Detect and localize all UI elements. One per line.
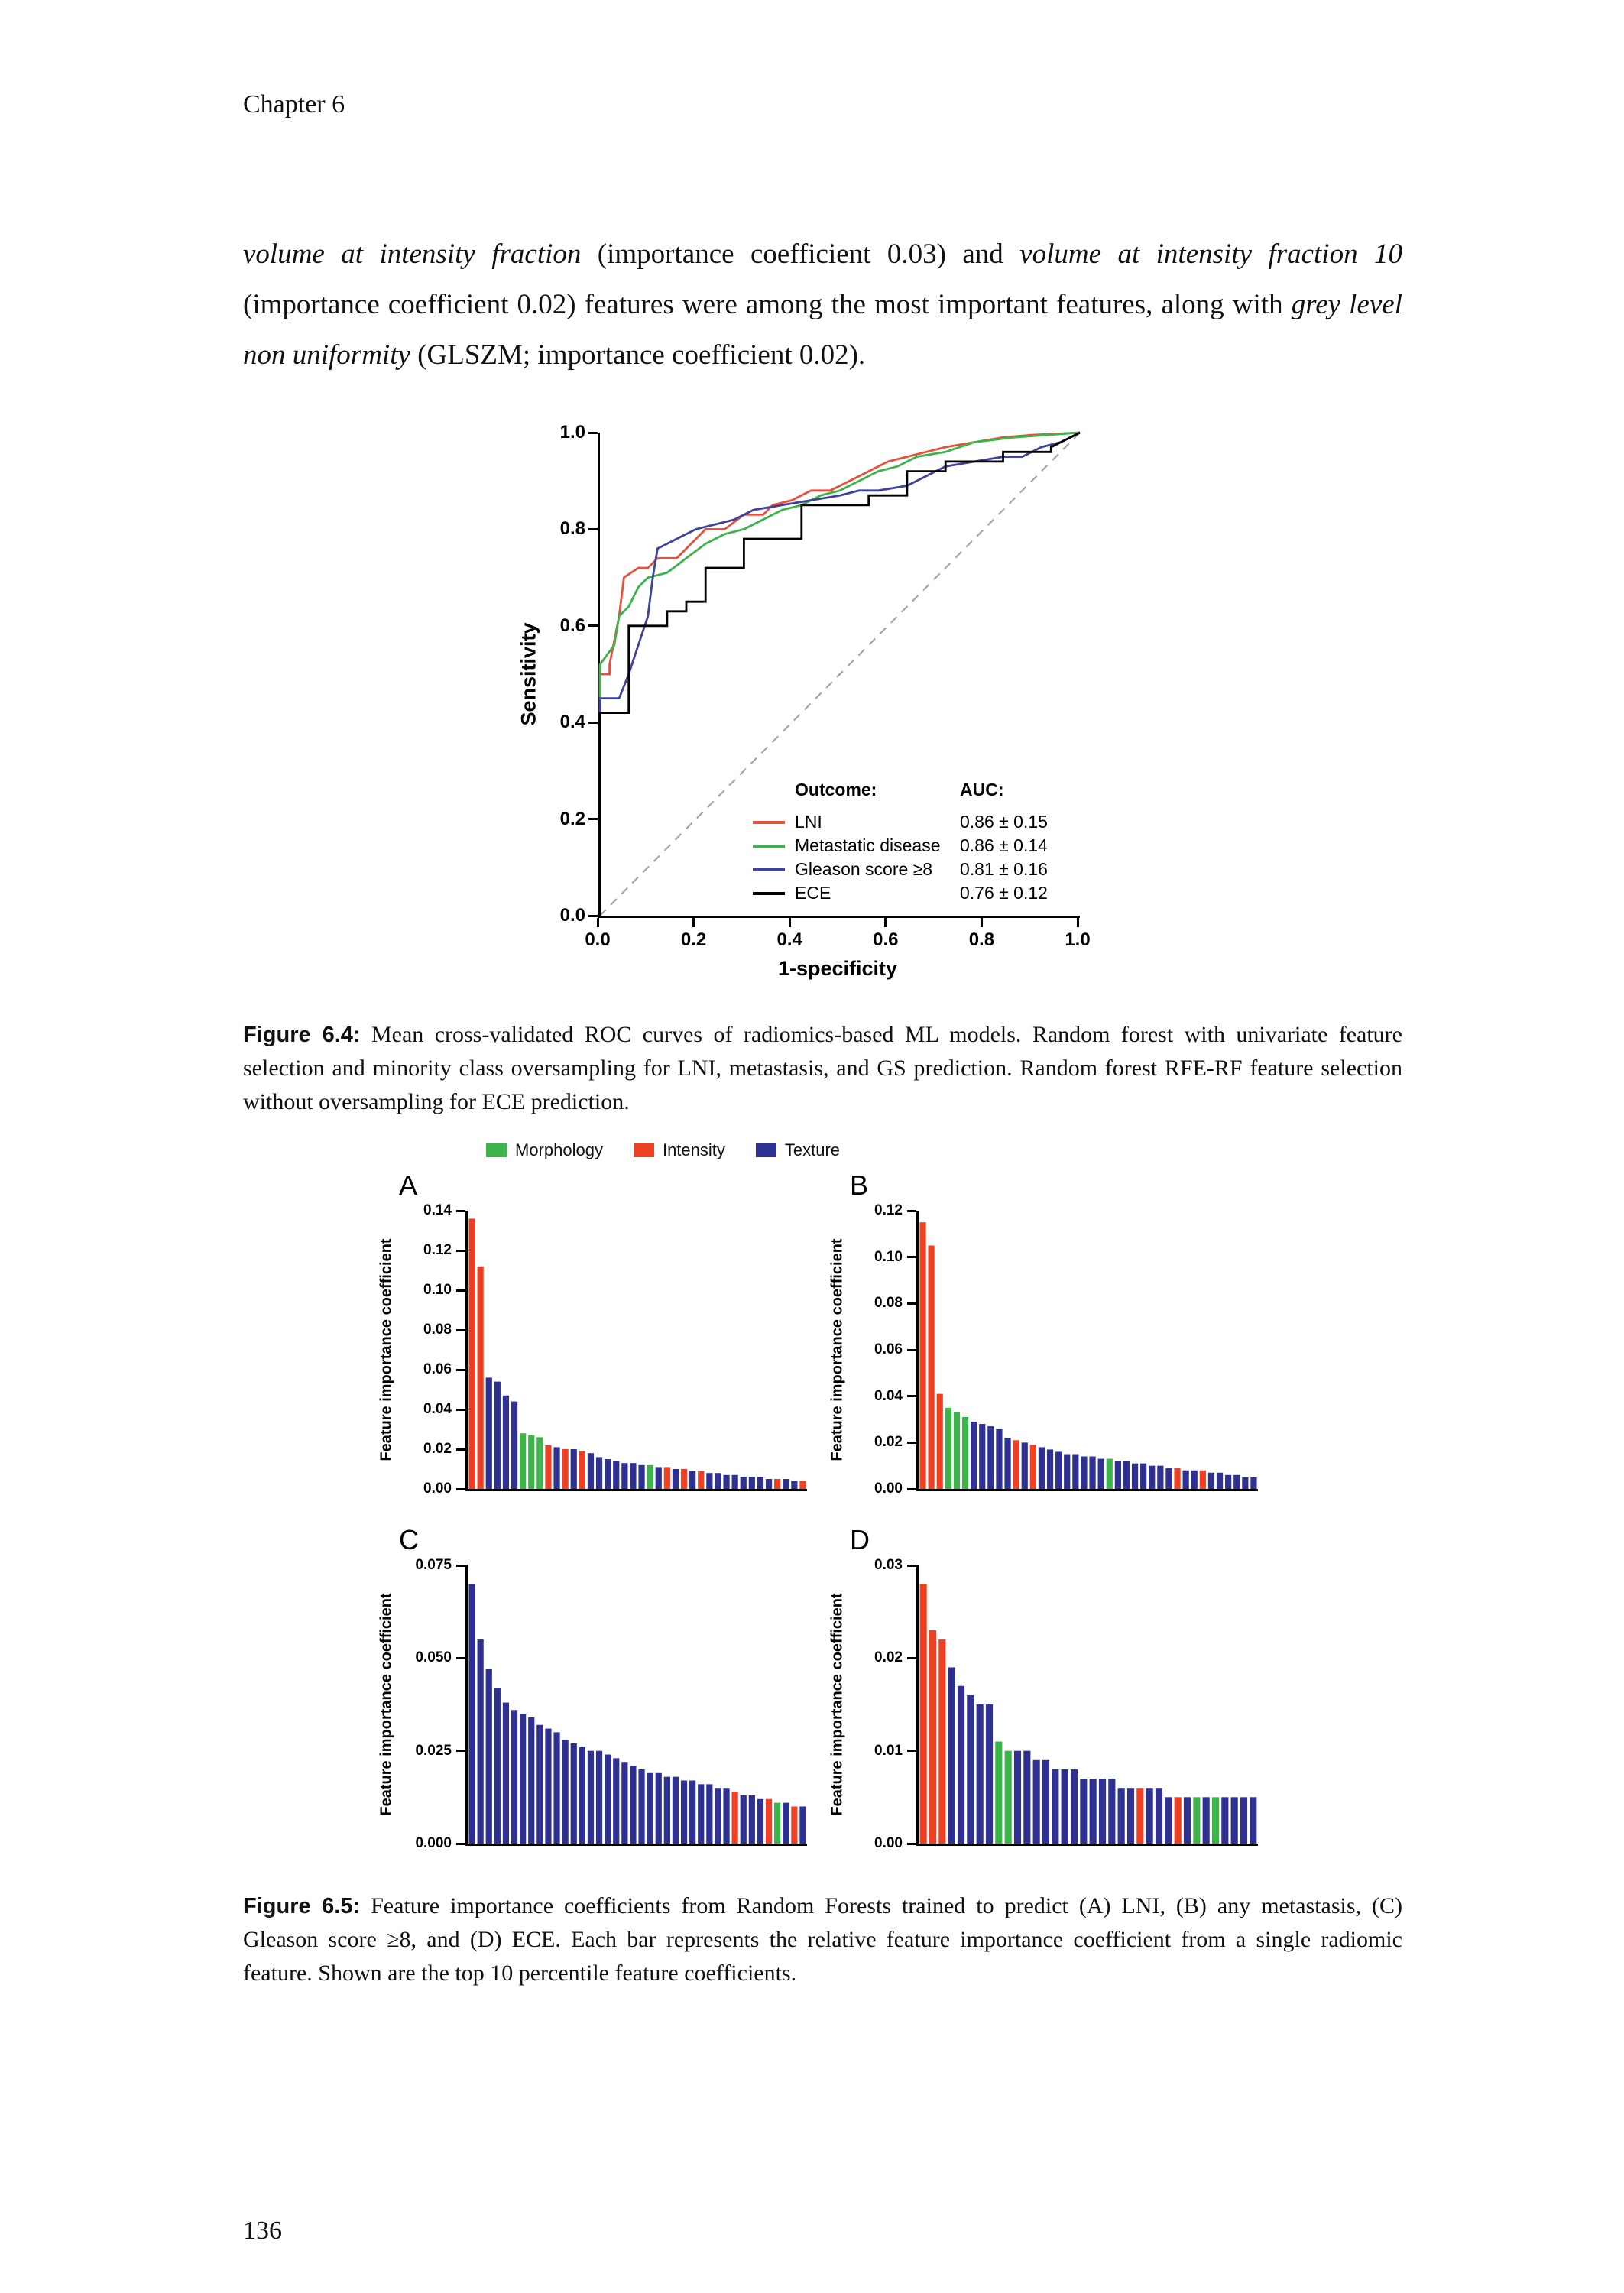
panel-d-y-tick-label: 0.02 (874, 1649, 903, 1666)
panel-a-y-tick-label: 0.14 (423, 1202, 452, 1218)
panel-b-bar (987, 1426, 994, 1489)
panel-b-bar (1072, 1455, 1078, 1490)
panel-d-bar (958, 1686, 964, 1844)
panel-c-bar (706, 1784, 712, 1844)
panel-d-bar (986, 1704, 993, 1844)
panel-a-bar (783, 1479, 789, 1489)
panel-c-bar (511, 1710, 517, 1844)
panel-d-label: D (850, 1524, 870, 1555)
panel-a-bar (545, 1445, 551, 1489)
roc-x-tick (884, 918, 887, 927)
panel-b-bar (1183, 1471, 1189, 1489)
panel-a-label: A (399, 1169, 418, 1201)
roc-y-tick-label: 0.2 (559, 808, 585, 829)
panel-b-bar (929, 1246, 935, 1490)
bar-panel-b (802, 1169, 1276, 1518)
panel-a-bar (536, 1437, 543, 1489)
legend-label: Morphology (515, 1140, 603, 1159)
panel-c-bar (723, 1788, 729, 1844)
panel-a-y-tick-label: 0.04 (423, 1401, 452, 1417)
panel-a-bar (520, 1433, 526, 1489)
panel-c-bar (503, 1703, 509, 1844)
figure-6-5-caption (243, 1889, 1402, 1990)
panel-b-bar (996, 1429, 1002, 1489)
roc-legend-auc (960, 778, 1048, 905)
roc-x-axis-label: 1-specificity (777, 957, 898, 980)
panel-b-y-tick (907, 1442, 916, 1444)
panel-d-bar (1005, 1751, 1012, 1844)
panel-c-bar (757, 1799, 763, 1844)
panel-c-bar (656, 1773, 662, 1844)
auc-title: AUC: (960, 780, 1004, 799)
panel-b-bar (1217, 1473, 1223, 1489)
gleason-line-swatch (753, 868, 785, 871)
legend-entry-intensity (634, 1140, 725, 1160)
panel-c-bar (638, 1769, 644, 1844)
panel-d-y-tick (907, 1843, 916, 1845)
panel-a-bar (791, 1481, 797, 1489)
panel-a-bar (468, 1218, 475, 1489)
morphology-swatch (486, 1143, 507, 1157)
panel-b-bar (971, 1422, 977, 1489)
legend-entry-gleason (753, 858, 940, 881)
roc-legend (753, 778, 1048, 905)
panel-d-bar (1250, 1797, 1256, 1844)
panel-b-bar (979, 1424, 985, 1489)
panel-b-bar (1225, 1475, 1231, 1489)
roc-y-tick (588, 432, 598, 434)
roc-y-tick (588, 528, 598, 530)
panel-a-bar (638, 1465, 644, 1489)
panel-a-bar (741, 1477, 747, 1489)
panel-c-bar (571, 1743, 577, 1844)
roc-x-tick-label: 1.0 (1065, 929, 1091, 950)
panel-a-bar (715, 1473, 721, 1489)
panel-d-bar (1184, 1797, 1191, 1844)
auc-value-ece: 0.76 ± 0.12 (960, 883, 1048, 903)
panel-a-y-tick (456, 1409, 465, 1411)
panel-d-bar (967, 1695, 974, 1844)
panel-c-bar (486, 1669, 492, 1844)
panel-c-y-tick (456, 1750, 465, 1752)
panel-c-bar (766, 1799, 772, 1844)
roc-x-tick-label: 0.2 (680, 929, 707, 950)
panel-d-bar (1062, 1769, 1068, 1844)
panel-a-bar (757, 1477, 763, 1489)
panel-c-bar (468, 1584, 475, 1844)
panel-d-y-tick (907, 1657, 916, 1659)
panel-b-bar (1030, 1445, 1036, 1489)
panel-b-bar (1022, 1442, 1028, 1489)
panel-c-bar (596, 1751, 602, 1844)
panel-a-bar (528, 1435, 534, 1489)
panel-d-bar (929, 1630, 936, 1844)
panel-a-bar (478, 1267, 484, 1489)
panel-d-bar (1146, 1788, 1153, 1844)
panel-c-bar (579, 1747, 585, 1844)
panel-b-bar (1233, 1475, 1240, 1489)
panel-b-bar (1089, 1457, 1095, 1489)
panel-d-plot-box (916, 1565, 1258, 1846)
panel-d-y-axis-label: Feature importance coefficient (828, 1593, 846, 1816)
italic-phrase: volume at intensity fraction 10 (1019, 238, 1402, 270)
panel-a-y-axis-label: Feature importance coefficient (378, 1238, 395, 1461)
roc-y-tick-label: 0.0 (559, 905, 585, 926)
roc-x-tick (692, 918, 695, 927)
panel-c-plot-area (468, 1565, 807, 1844)
panel-a-y-tick (456, 1210, 465, 1212)
panel-d-bar (1108, 1779, 1115, 1844)
roc-y-tick-label: 0.8 (559, 518, 585, 540)
panel-d-bar (1221, 1797, 1228, 1844)
panel-d-bar (1052, 1769, 1058, 1844)
panel-a-bar (511, 1402, 517, 1489)
italic-phrase: volume at intensity fraction (243, 238, 582, 270)
legend-entry-lni (753, 810, 940, 834)
panel-c-bar (605, 1755, 611, 1844)
panel-a-bar (723, 1475, 729, 1489)
panel-a-y-tick (456, 1289, 465, 1292)
panel-a-bar (774, 1479, 780, 1489)
panel-b-y-tick-label: 0.10 (874, 1248, 903, 1265)
panel-b-bar (1055, 1451, 1062, 1489)
panel-b-bar (937, 1394, 943, 1489)
auc-value-lni: 0.86 ± 0.15 (960, 812, 1048, 832)
panel-b-y-tick (907, 1256, 916, 1258)
panel-d-y-tick-label: 0.01 (874, 1742, 903, 1759)
panel-a-bar (732, 1475, 738, 1489)
panel-b-bar (1107, 1459, 1113, 1489)
panel-c-bar (791, 1806, 797, 1844)
panel-c-bar (664, 1777, 670, 1844)
texture-swatch (756, 1143, 776, 1157)
panel-a-y-tick (456, 1448, 465, 1451)
legend-entry-metastatic-disease (753, 834, 940, 858)
italic-phrase: grey level non uniformity (243, 289, 1402, 371)
panel-c-y-axis-label: Feature importance coefficient (378, 1593, 395, 1816)
roc-y-tick (588, 915, 598, 917)
panel-c-y-tick (456, 1565, 465, 1567)
bar-panel-c (352, 1524, 825, 1873)
panel-b-bar (1064, 1455, 1070, 1490)
roc-x-tick-label: 0.8 (968, 929, 995, 950)
panel-a-y-tick-label: 0.06 (423, 1361, 452, 1377)
panel-a-bar (605, 1459, 611, 1489)
legend-label: Intensity (662, 1140, 725, 1159)
panel-d-bar (1203, 1797, 1210, 1844)
roc-y-tick-label: 0.6 (559, 615, 585, 636)
panel-a-bar (673, 1469, 679, 1489)
panel-c-bar (741, 1795, 747, 1844)
panel-a-y-tick-label: 0.02 (423, 1441, 452, 1457)
legend-label: Gleason score ≥8 (795, 859, 933, 879)
panel-d-plot-area (919, 1565, 1258, 1844)
roc-x-tick-label: 0.0 (585, 929, 611, 950)
panel-d-bar (1014, 1751, 1021, 1844)
panel-b-y-tick (907, 1302, 916, 1305)
panel-a-y-tick (456, 1369, 465, 1371)
panel-d-y-tick (907, 1750, 916, 1752)
panel-b-bar (1208, 1473, 1214, 1489)
panel-b-bar (962, 1417, 968, 1489)
panel-d-bar (995, 1742, 1002, 1844)
auc-value-gleason: 0.81 ± 0.16 (960, 859, 1048, 879)
panel-c-y-tick-label: 0.050 (415, 1649, 452, 1666)
figure-6-5-label: Figure 6.5: (243, 1894, 361, 1918)
panel-a-bar (656, 1467, 662, 1489)
panel-b-plot-area (919, 1211, 1258, 1489)
roc-legend-title: Outcome: (795, 780, 877, 799)
legend-label: ECE (795, 883, 831, 903)
legend-label: Texture (784, 1140, 841, 1159)
panel-c-y-tick-label: 0.025 (415, 1742, 452, 1759)
panel-d-bar (1090, 1779, 1097, 1844)
panel-d-bar (1165, 1797, 1172, 1844)
panel-a-y-tick-label: 0.00 (423, 1481, 452, 1497)
panel-b-bar (1157, 1466, 1163, 1489)
panel-c-bar (673, 1777, 679, 1844)
panel-d-y-tick-label: 0.03 (874, 1557, 903, 1573)
panel-a-y-tick (456, 1488, 465, 1490)
body-text-segment: (importance coefficient 0.02) features were among the most important features, along with (243, 289, 1292, 320)
panel-a-bar (486, 1377, 492, 1489)
panel-b-bar (1191, 1471, 1198, 1489)
panel-b-bar (1174, 1468, 1180, 1489)
panel-b-bar (1081, 1457, 1087, 1489)
panel-c-plot-box (465, 1565, 807, 1846)
panel-a-bar (494, 1382, 501, 1489)
body-paragraph (243, 229, 1402, 381)
panel-b-bar (1242, 1477, 1248, 1489)
legend-label: Metastatic disease (795, 835, 941, 855)
metastatic-line-swatch (753, 845, 785, 848)
panel-a-bar (706, 1473, 712, 1489)
panel-c-bar (562, 1740, 569, 1844)
panel-a-bar (630, 1463, 636, 1489)
panel-c-bar (588, 1751, 594, 1844)
panel-b-y-tick-label: 0.06 (874, 1341, 903, 1357)
panel-b-bar (1132, 1464, 1138, 1489)
panel-a-bar (681, 1469, 687, 1489)
bar-panel-d (802, 1524, 1276, 1873)
panel-a-bar (664, 1467, 670, 1489)
panel-c-bar (613, 1758, 619, 1844)
roc-x-tick-label: 0.6 (873, 929, 899, 950)
panel-b-bar (1039, 1447, 1045, 1489)
figure-6-4-label: Figure 6.4: (243, 1023, 361, 1047)
panel-c-bar (715, 1788, 721, 1844)
panel-d-bar (1071, 1769, 1078, 1844)
panel-c-bar (732, 1792, 738, 1844)
legend-entry-morphology (486, 1140, 603, 1160)
panel-b-bar (1250, 1477, 1256, 1489)
panel-b-y-tick-label: 0.00 (874, 1481, 903, 1497)
roc-x-tick (981, 918, 983, 927)
panel-a-bar (766, 1479, 772, 1489)
panel-c-bar (749, 1795, 755, 1844)
panel-d-bar (1240, 1797, 1247, 1844)
panel-c-bar (681, 1780, 687, 1844)
panel-c-bar (621, 1762, 627, 1844)
panel-a-y-tick-label: 0.12 (423, 1242, 452, 1258)
panel-d-y-tick (907, 1565, 916, 1567)
panel-d-bar (1099, 1779, 1106, 1844)
legend-entry-ece (753, 881, 940, 905)
panel-c-y-tick (456, 1657, 465, 1659)
panel-c-label: C (399, 1524, 419, 1555)
panel-b-bar (1165, 1468, 1172, 1489)
figure-6-5-caption-text: Feature importance coefficients from Random Forests trained to predict (A) LNI, (B) any metastasis, (C) Gleason score ≥8, and (D) ECE. Each bar represents the relative feature importance coefficient from a single radiomic feature. Shown are the top 10 percentile feature coefficients. (243, 1893, 1402, 1986)
panel-a-bar (562, 1449, 569, 1489)
ece-line-swatch (753, 892, 785, 895)
panel-c-y-tick-label: 0.000 (415, 1835, 452, 1851)
panel-b-bar (1115, 1461, 1121, 1489)
panel-b-y-tick-label: 0.08 (874, 1295, 903, 1312)
panel-c-bar (478, 1639, 484, 1844)
panel-b-y-tick (907, 1210, 916, 1212)
panel-c-bar (689, 1780, 695, 1844)
panel-d-bar (1042, 1760, 1049, 1844)
panel-d-bar (1193, 1797, 1200, 1844)
roc-legend-outcomes (753, 778, 940, 905)
roc-y-tick (588, 624, 598, 627)
panel-c-bar (528, 1717, 534, 1844)
panel-b-plot-box (916, 1211, 1258, 1491)
panel-b-y-tick-label: 0.04 (874, 1387, 903, 1404)
panel-b-y-axis-label: Feature importance coefficient (828, 1238, 846, 1461)
panel-b-bar (1200, 1471, 1206, 1489)
panel-d-bar (1156, 1788, 1162, 1844)
panel-d-y-tick-label: 0.00 (874, 1835, 903, 1851)
panel-d-bar (977, 1704, 984, 1844)
panel-d-bar (1127, 1788, 1134, 1844)
panel-a-bar (698, 1471, 704, 1489)
panel-b-bar (1149, 1466, 1155, 1489)
panel-a-plot-box (465, 1211, 807, 1491)
panel-a-bar (647, 1465, 653, 1489)
panel-c-y-tick (456, 1843, 465, 1845)
panel-d-bar (1080, 1779, 1087, 1844)
panel-c-bar (698, 1784, 704, 1844)
panel-c-bar (536, 1725, 543, 1844)
roc-x-tick (1077, 918, 1079, 927)
panel-b-y-tick-label: 0.12 (874, 1202, 903, 1218)
panel-a-bar (503, 1396, 509, 1489)
panel-c-bar (553, 1732, 559, 1844)
roc-y-tick-label: 0.4 (559, 712, 585, 733)
panel-a-bar (749, 1477, 755, 1489)
panel-c-bar (630, 1766, 636, 1844)
roc-x-tick (789, 918, 791, 927)
bar-panel-a (352, 1169, 825, 1518)
panel-d-bar (1212, 1797, 1219, 1844)
panel-a-bar (689, 1471, 695, 1489)
panel-c-bar (783, 1803, 789, 1844)
panel-a-y-tick-label: 0.10 (423, 1282, 452, 1298)
chapter-heading: Chapter 6 (243, 90, 345, 118)
auc-value-metastatic: 0.86 ± 0.14 (960, 835, 1048, 855)
roc-x-tick-label: 0.4 (776, 929, 802, 950)
panel-a-plot-area (468, 1211, 807, 1489)
figure-6-4-caption (243, 1018, 1402, 1119)
panel-a-bar (588, 1453, 594, 1489)
panel-b-y-tick (907, 1488, 916, 1490)
roc-x-tick (597, 918, 599, 927)
panel-b-y-tick (907, 1349, 916, 1351)
legend-label: LNI (795, 812, 822, 832)
panel-b-bar (1047, 1449, 1053, 1489)
panel-a-bar (621, 1463, 627, 1489)
panel-c-bar (494, 1688, 501, 1844)
panel-d-bar (1118, 1788, 1125, 1844)
roc-y-axis-label: Sensitivity (517, 622, 540, 726)
lni-line-swatch (753, 821, 785, 824)
panel-a-bar (571, 1449, 577, 1489)
panel-b-bar (1013, 1440, 1019, 1489)
panel-c-bar (545, 1729, 551, 1844)
panel-b-bar (1140, 1464, 1146, 1489)
legend-entry-texture (756, 1140, 840, 1160)
panel-b-bar (1004, 1438, 1010, 1489)
panel-a-bar (596, 1457, 602, 1489)
panel-d-bar (1033, 1760, 1040, 1844)
figure-6-5-legend (486, 1140, 840, 1160)
panel-b-y-tick-label: 0.02 (874, 1434, 903, 1451)
roc-y-tick-label: 1.0 (559, 422, 585, 443)
body-text-segment: (GLSZM; importance coefficient 0.02). (410, 339, 866, 371)
panel-b-bar (954, 1412, 960, 1489)
panel-a-bar (579, 1451, 585, 1489)
body-text-segment: (importance coefficient 0.03) and (581, 238, 1020, 270)
panel-a-y-tick (456, 1329, 465, 1331)
roc-y-tick (588, 722, 598, 724)
roc-y-tick (588, 818, 598, 820)
panel-d-bar (1023, 1751, 1030, 1844)
page-number: 136 (243, 2217, 282, 2245)
panel-b-bar (1098, 1459, 1104, 1489)
panel-c-y-tick-label: 0.075 (415, 1557, 452, 1573)
panel-c-bar (520, 1714, 526, 1844)
panel-a-bar (553, 1447, 559, 1489)
figure-6-4-caption-text: Mean cross-validated ROC curves of radiomics-based ML models. Random forest with univariate feature selection and minority class oversampling for LNI, metastasis, and GS prediction. Random forest RFE-RF feature selection without oversampling for ECE prediction. (243, 1022, 1402, 1114)
panel-c-bar (647, 1773, 653, 1844)
panel-d-bar (948, 1667, 955, 1844)
panel-d-bar (1136, 1788, 1143, 1844)
panel-a-y-tick-label: 0.08 (423, 1322, 452, 1338)
panel-a-bar (613, 1461, 619, 1489)
panel-b-bar (945, 1408, 951, 1489)
panel-a-y-tick (456, 1250, 465, 1252)
panel-b-bar (1123, 1461, 1130, 1489)
roc-figure (504, 413, 1177, 1009)
intensity-swatch (634, 1143, 654, 1157)
panel-b-bar (919, 1222, 925, 1489)
panel-d-bar (938, 1639, 945, 1844)
panel-d-bar (1231, 1797, 1238, 1844)
panel-c-bar (774, 1803, 780, 1844)
panel-d-bar (920, 1584, 927, 1844)
panel-d-bar (1175, 1797, 1182, 1844)
panel-b-label: B (850, 1169, 869, 1201)
panel-b-y-tick (907, 1395, 916, 1397)
